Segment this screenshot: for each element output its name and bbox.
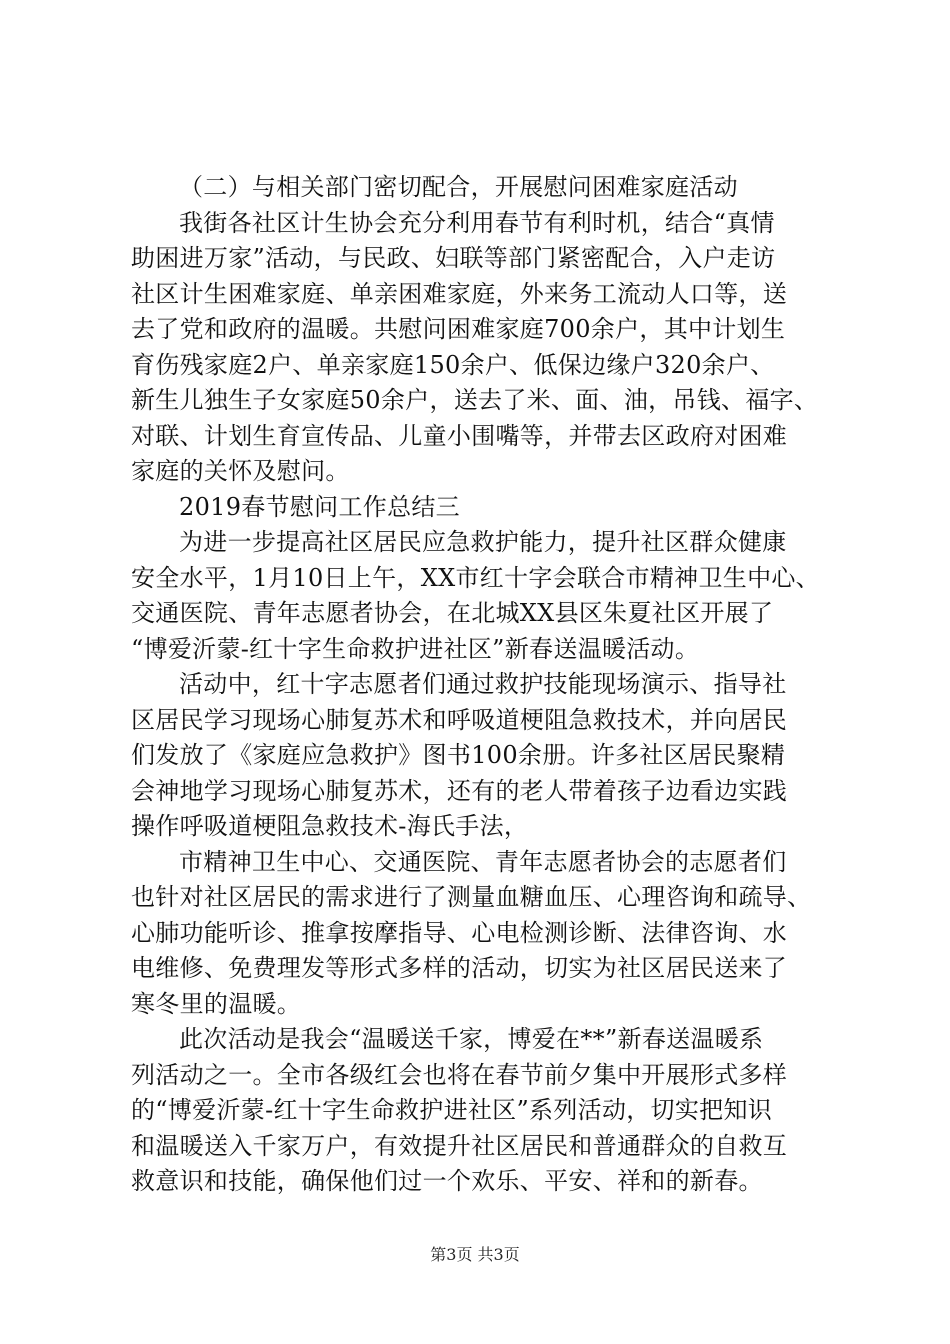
page-number: 第3页 共3页 xyxy=(430,1245,520,1264)
paragraph-line: 交通医院、青年志愿者协会，在北城XX县区朱夏社区开展了 xyxy=(131,599,774,627)
paragraph-line: 操作呼吸道梗阻急救技术-海氏手法， xyxy=(131,812,529,840)
paragraph-line: 活动中，红十字志愿者们通过救护技能现场演示、指导社 xyxy=(179,670,787,698)
paragraph-line: 们发放了《家庭应急救护》图书100余册。许多社区居民聚精 xyxy=(131,741,786,769)
section-title-2019 xyxy=(131,490,831,526)
paragraph-line: 的“博爱沂蒙-红十字生命救护进社区”系列活动，切实把知识 xyxy=(131,1096,773,1124)
paragraph-3 xyxy=(131,667,831,845)
paragraph-1 xyxy=(131,206,831,490)
paragraph-line: 寒冬里的温暖。 xyxy=(131,989,302,1018)
title-line: 2019春节慰问工作总结三 xyxy=(179,492,460,521)
paragraph-4 xyxy=(131,845,831,1023)
paragraph-line: 育伤残家庭2户、单亲家庭150余户、低保边缘户320余户、 xyxy=(131,350,775,379)
paragraph-line: 区居民学习现场心肺复苏术和呼吸道梗阻急救技术，并向居民 xyxy=(131,705,788,734)
paragraph-line: 和温暖送入千家万户，有效提升社区居民和普通群众的自救互 xyxy=(131,1131,788,1160)
paragraph-line: 我街各社区计生协会充分利用春节有利时机，结合“真情 xyxy=(179,208,775,237)
paragraph-line: 助困进万家”活动，与民政、妇联等部门紧密配合，入户走访 xyxy=(131,244,776,272)
heading-line: （二）与相关部门密切配合，开展慰问困难家庭活动 xyxy=(179,173,738,201)
paragraph-line: 此次活动是我会“温暖送千家，博爱在**”新春送温暖系 xyxy=(179,1025,764,1053)
paragraph-5 xyxy=(131,1022,831,1200)
paragraph-line: 为进一步提高社区居民应急救护能力，提升社区群众健康 xyxy=(179,528,787,556)
paragraph-line: 市精神卫生中心、交通医院、青年志愿者协会的志愿者们 xyxy=(179,847,787,876)
paragraph-line: 去了党和政府的温暖。共慰问困难家庭700余户，其中计划生 xyxy=(131,315,786,343)
paragraph-line: 社区计生困难家庭、单亲困难家庭，外来务工流动人口等，送 xyxy=(131,279,788,308)
page-footer xyxy=(0,1245,950,1265)
paragraph-line: 电维修、免费理发等形式多样的活动，切实为社区居民送来了 xyxy=(131,954,788,982)
paragraph-line: 心肺功能听诊、推拿按摩指导、心电检测诊断、法律咨询、水 xyxy=(131,918,788,947)
paragraph-line: 新生儿独生子女家庭50余户，送去了米、面、油，吊钱、福字、 xyxy=(131,386,819,414)
paragraph-line: 列活动之一。全市各级红会也将在春节前夕集中开展形式多样 xyxy=(131,1060,788,1089)
section-heading xyxy=(131,170,831,206)
paragraph-line: 安全水平，1月10日上午，XX市红十字会联合市精神卫生中心、 xyxy=(131,563,820,592)
paragraph-line: 也针对社区居民的需求进行了测量血糖血压、心理咨询和疏导、 xyxy=(131,883,812,911)
document-body xyxy=(131,170,831,1200)
paragraph-line: 会神地学习现场心肺复苏术，还有的老人带着孩子边看边实践 xyxy=(131,776,788,805)
paragraph-2 xyxy=(131,525,831,667)
paragraph-line: 家庭的关怀及慰问。 xyxy=(131,457,350,485)
paragraph-line: 救意识和技能，确保他们过一个欢乐、平安、祥和的新春。 xyxy=(131,1167,763,1195)
paragraph-line: “博爱沂蒙-红十字生命救护进社区”新春送温暖活动。 xyxy=(131,634,700,663)
paragraph-line: 对联、计划生育宣传品、儿童小围嘴等，并带去区政府对困难 xyxy=(131,421,788,450)
